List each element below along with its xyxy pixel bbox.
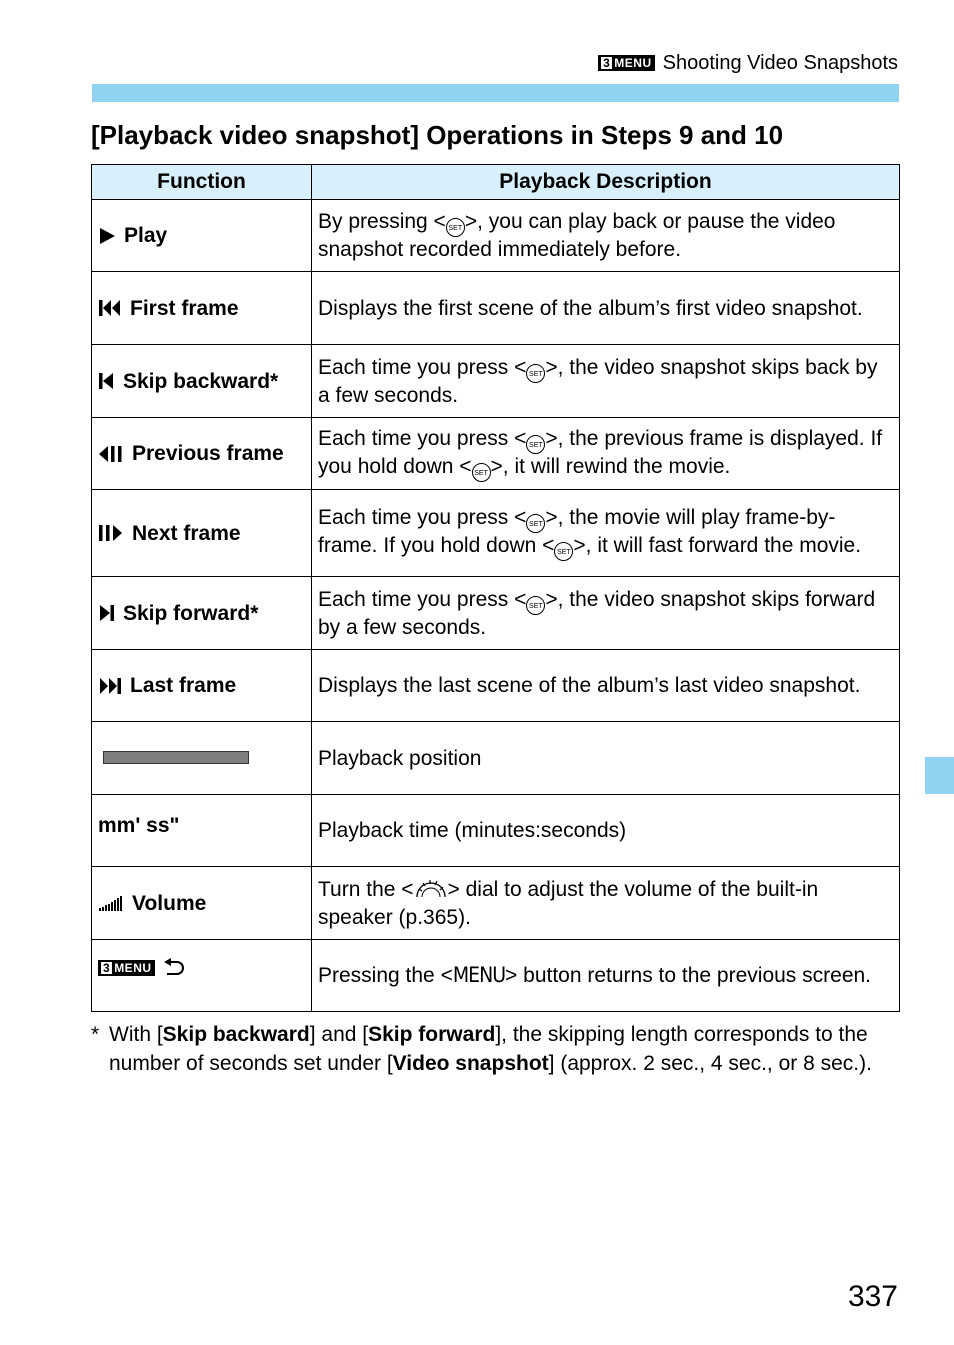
- desc-text: Each time you press <: [318, 355, 527, 379]
- function-label: Volume: [132, 891, 207, 915]
- last-frame-icon: [98, 677, 122, 695]
- table-row: [92, 722, 900, 795]
- description-cell: [312, 345, 900, 418]
- desc-text: >, the video snapshot skips back by a few seconds.: [318, 355, 878, 407]
- shooting-menu-3-badge: [598, 55, 655, 71]
- description-cell: Displays the first scene of the album’s first video snapshot.: [312, 272, 900, 345]
- next-frame-icon: [98, 524, 124, 542]
- set-button-icon: SET: [472, 463, 491, 482]
- play-icon: [98, 227, 116, 245]
- function-label: mm' ss": [98, 814, 180, 837]
- desc-text: >, it will fast forward the movie.: [573, 534, 862, 557]
- function-label: First frame: [130, 296, 239, 320]
- description-cell: Displays the last scene of the album’s last video snapshot.: [312, 650, 900, 722]
- previous-frame-icon: [98, 445, 124, 463]
- table-row: [92, 940, 900, 1012]
- skip-backward-icon: [98, 372, 115, 390]
- table-row: [92, 200, 900, 272]
- desc-text: Turn the <: [318, 877, 414, 901]
- desc-text: > dial to adjust the volume of the built-in speaker (p.365).: [318, 877, 819, 929]
- table-row: [92, 795, 900, 867]
- desc-text: Each time you press <: [318, 587, 527, 611]
- function-label: Play: [124, 224, 168, 247]
- footnote: [91, 1020, 899, 1078]
- table-row: [92, 418, 900, 490]
- footnote-bold-video-snapshot: Video snapshot: [392, 1052, 549, 1075]
- function-label: Previous frame: [132, 442, 284, 465]
- section-title: [Playback video snapshot] Operations in Steps 9 and 10: [91, 120, 784, 150]
- function-label: Next frame: [132, 521, 241, 545]
- top-accent-bar: [92, 84, 899, 102]
- desc-text: Each time you press <: [318, 506, 527, 529]
- table-row: [92, 490, 900, 577]
- footnote-segment: With [: [109, 1023, 163, 1046]
- desc-text: Pressing the <: [318, 964, 453, 987]
- table-row: [92, 867, 900, 940]
- desc-text: > button returns to the previous screen.: [505, 964, 872, 987]
- running-header-title: Shooting Video Snapshots: [662, 51, 898, 74]
- footnote-segment: ], the skipping length corresponds to the number of seconds set under [: [109, 1023, 868, 1075]
- function-label: Last frame: [130, 674, 237, 697]
- table-header-row: [92, 165, 900, 200]
- footnote-segment: ] (approx. 2 sec., 4 sec., or 8 sec.).: [548, 1052, 872, 1075]
- set-button-icon: SET: [554, 542, 573, 561]
- menu-button-icon: MENU: [452, 963, 506, 987]
- operations-table: [91, 164, 900, 1012]
- desc-text: >, it will rewind the movie.: [490, 454, 731, 478]
- menu-tab-number: 3: [603, 56, 611, 70]
- description-cell: [312, 867, 900, 940]
- set-button-icon: SET: [526, 596, 545, 615]
- desc-text: >, the video snapshot skips forward by a few seconds.: [318, 587, 876, 639]
- description-cell: [312, 200, 900, 272]
- page-number: 337: [847, 1280, 898, 1313]
- footnote-segment: ] and [: [309, 1023, 369, 1046]
- set-button-icon: SET: [526, 364, 545, 383]
- volume-icon: [98, 894, 124, 912]
- set-button-icon: SET: [446, 218, 465, 237]
- function-label: Skip forward*: [123, 601, 259, 625]
- menu-badge-icon: [98, 960, 155, 976]
- description-cell: [312, 577, 900, 650]
- footnote-text: [109, 1020, 899, 1078]
- footnote-mark: *: [91, 1023, 100, 1046]
- quick-control-dial-icon: [414, 877, 448, 905]
- description-cell: Playback position: [312, 722, 900, 795]
- description-cell: [312, 418, 900, 490]
- desc-text: Each time you press <: [318, 426, 527, 450]
- first-frame-icon: [98, 299, 122, 317]
- skip-forward-icon: [98, 604, 115, 622]
- footnote-bold-skip-backward: Skip backward: [162, 1023, 310, 1046]
- return-arrow-icon: [163, 958, 185, 978]
- footnote-bold-skip-forward: Skip forward: [368, 1023, 496, 1046]
- menu-badge-label: MENU: [614, 56, 652, 70]
- function-label: Skip backward*: [123, 369, 279, 393]
- running-header: [598, 50, 898, 76]
- playback-position-bar: [103, 751, 249, 764]
- description-cell: [312, 940, 900, 1012]
- set-button-icon: SET: [526, 514, 545, 533]
- description-cell: Playback time (minutes:seconds): [312, 795, 900, 867]
- table-row: [92, 345, 900, 418]
- desc-text: >, you can play back or pause the video snapshot recorded immediately before.: [318, 210, 836, 261]
- description-cell: [312, 490, 900, 577]
- column-header-function: Function: [92, 165, 312, 200]
- set-button-icon: SET: [526, 435, 545, 454]
- column-header-playback-description: Playback Description: [312, 165, 900, 200]
- menu-badge-label: MENU: [114, 960, 152, 975]
- desc-text: >, the movie will play frame-by-frame. If you hold down <: [318, 506, 836, 557]
- chapter-side-tab: [925, 757, 954, 794]
- table-row: [92, 577, 900, 650]
- desc-text: By pressing <: [318, 210, 446, 233]
- table-row: [92, 650, 900, 722]
- desc-text: >, the previous frame is displayed. If you hold down <: [318, 426, 883, 478]
- table-row: [92, 272, 900, 345]
- menu-tab-number: 3: [103, 961, 111, 975]
